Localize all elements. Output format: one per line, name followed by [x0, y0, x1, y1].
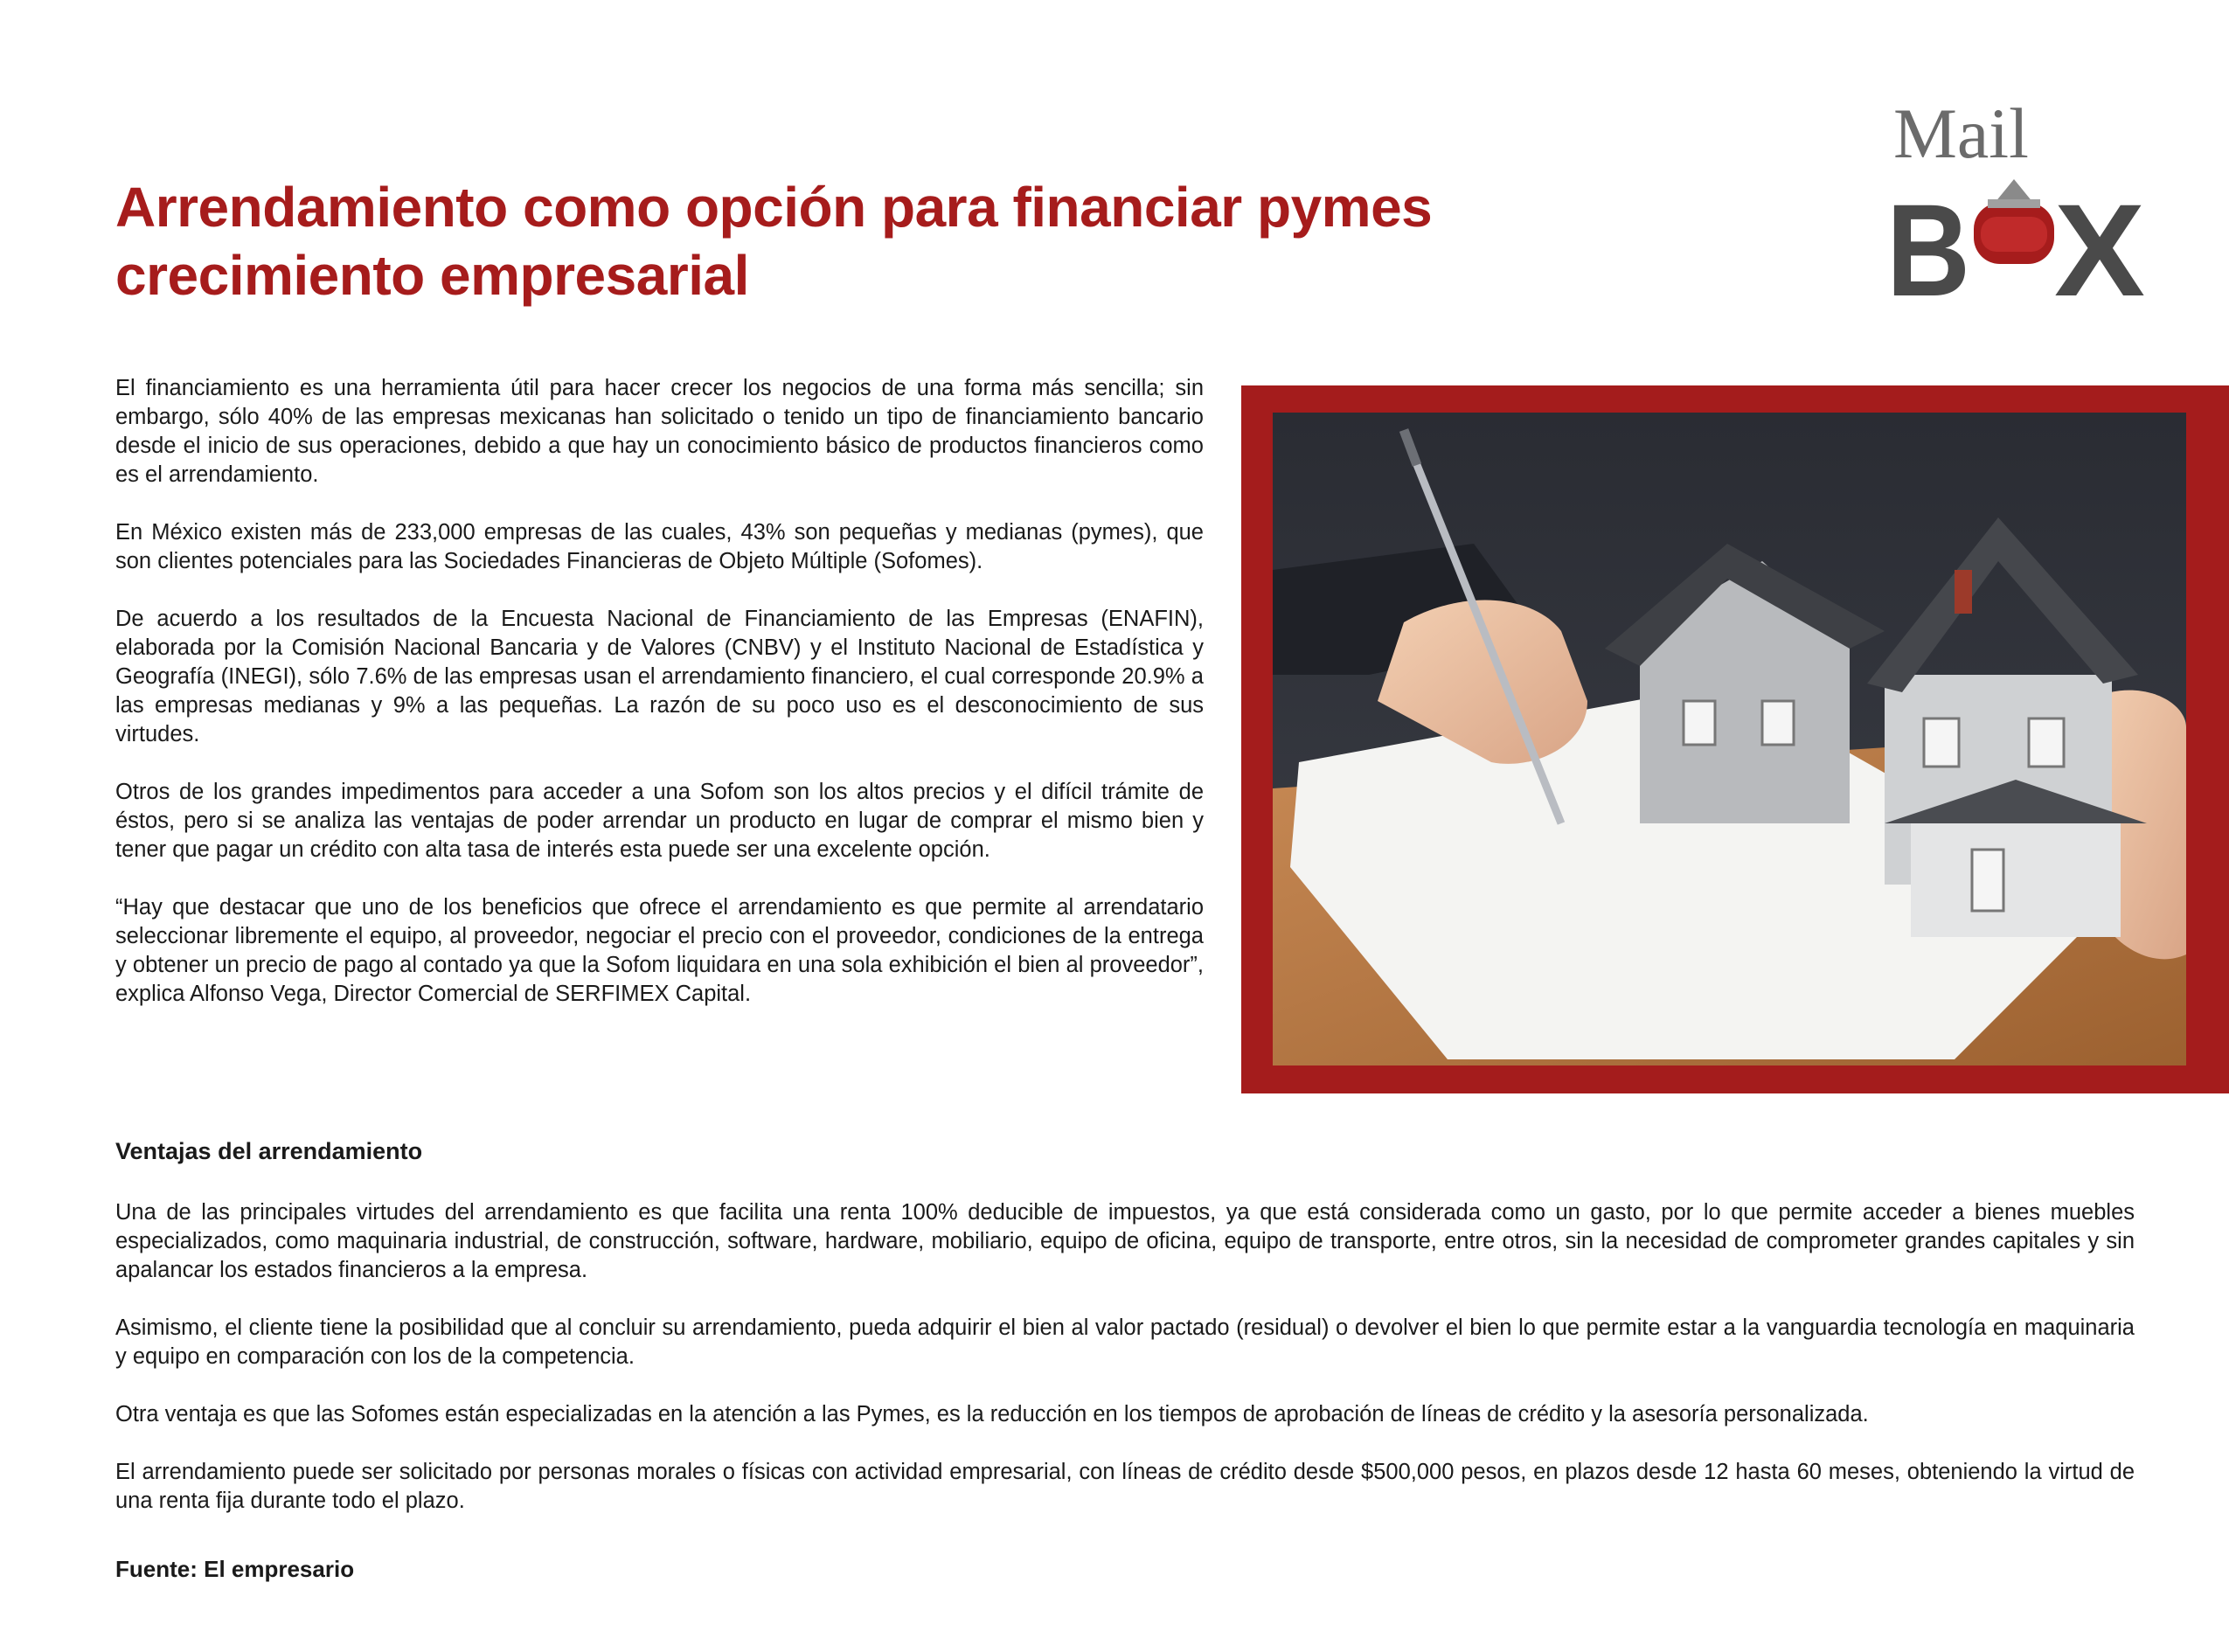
paragraph: El financiamiento es una herramienta útil para hacer crecer los negocios de una forma más sencilla; sin embargo, sólo 40% de las empresas mexicanas han solicitado o tenido un tipo de financiamiento bancario desde el inicio de sus operaciones, debido a que hay un conocimiento básico de productos financieros como es el arrendamiento.	[115, 376, 1204, 487]
advantages-section	[115, 1198, 2135, 1544]
logo-word-mail: Mail	[1893, 96, 2029, 173]
title-line-2: crecimiento empresarial	[115, 244, 749, 307]
paragraph: El arrendamiento puede ser solicitado por personas morales o físicas con actividad empresarial, con líneas de crédito desde $500,000 pesos, en plazos desde 12 hasta 60 meses, obteniendo la virtud de una renta fija durante todo el plazo.	[115, 1460, 2135, 1513]
intro-column	[115, 374, 1204, 1009]
paragraph: Asimismo, el cliente tiene la posibilidad que al concluir su arrendamiento, pueda adquirir el bien al valor pactado (residual) o devolver el bien lo que permite estar a la vanguardia tecnología en maquinaria y equipo en comparación con los de la competencia.	[115, 1315, 2135, 1369]
paragraph: En México existen más de 233,000 empresas de las cuales, 43% son pequeñas y medianas (pymes), que son clientes potenciales para las Sociedades Financieras de Objeto Múltiple (Sofomes).	[115, 520, 1204, 573]
paragraph: “Hay que destacar que uno de los beneficios que ofrece el arrendamiento es que permite al arrendatario seleccionar libremente el equipo, al proveedor, negociar el precio con el proveedor, condiciones de la entrega y obtener un precio de pago al contado ya que la Sofom liquidara en una sola exhibición el bien al proveedor”, explica Alfonso Vega, Director Comercial de SERFIMEX Capital.	[115, 895, 1204, 1006]
svg-text:X: X	[2054, 177, 2145, 306]
hand-signing-house-photo	[1273, 413, 2186, 1065]
source-credit: Fuente: El empresario	[115, 1556, 355, 1582]
paragraph: De acuerdo a los resultados de la Encuesta Nacional de Financiamiento de las Empresas (ENAFIN), elaborada por la Comisión Nacional Bancaria y de Valores (CNBV) y el Instituto Nacional de Estadística y Geografía (INEGI), sólo 7.6% de las empresas usan el arrendamiento financiero, el cual corresponde 20.9% a las empresas medianas y 9% a las pequeñas. La razón de su poco uso es el desconocimiento de sus virtudes.	[115, 607, 1204, 746]
title-line-1: Arrendamiento como opción para financiar pymes	[115, 176, 1433, 239]
mailbox-logo	[1886, 96, 2149, 306]
paragraph: Otra ventaja es que las Sofomes están especializadas en la atención a las Pymes, es la reducción en los tiempos de aprobación de líneas de crédito y la asesoría personalizada.	[115, 1402, 1869, 1426]
section-heading: Ventajas del arrendamiento	[115, 1138, 423, 1164]
mailbox-icon	[1974, 179, 2054, 264]
photo-frame	[1241, 385, 2229, 1093]
paragraph: Otros de los grandes impedimentos para acceder a una Sofom son los altos precios y el difícil trámite de éstos, pero si se analiza las ventajas de poder arrendar un producto en lugar de comprar el mismo bien y tener que pagar un crédito con alta tasa de interés esta puede ser una excelente opción.	[115, 780, 1204, 862]
paragraph: Una de las principales virtudes del arrendamiento es que facilita una renta 100% deducible de impuestos, ya que está considerada como un gasto, por lo que permite acceder a bienes muebles especializados, como maquinaria industrial, de construcción, software, hardware, mobiliario, equipo de oficina, equipo de transporte, entre otros, sin la necesidad de comprometer grandes capitales y sin apalancar los estados financieros a la empresa.	[115, 1200, 2135, 1282]
article-title	[115, 173, 1776, 309]
svg-text:B: B	[1886, 177, 1970, 306]
